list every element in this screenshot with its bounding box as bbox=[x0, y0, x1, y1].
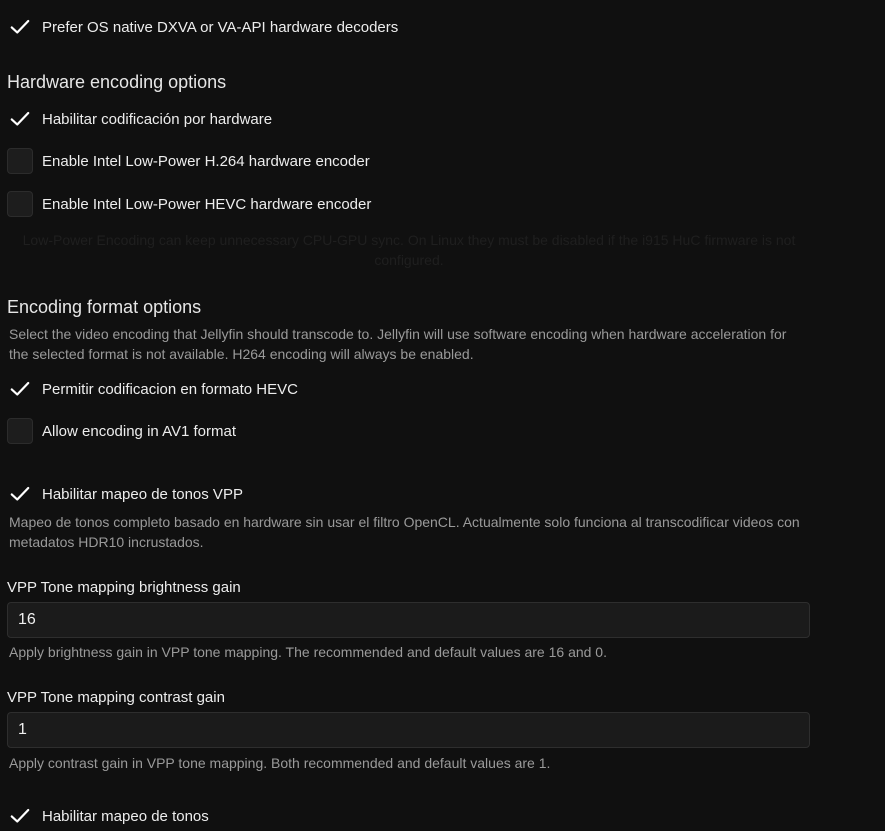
vpp-tonemapping-checkbox[interactable] bbox=[7, 481, 33, 507]
tonemapping-row[interactable] bbox=[7, 802, 209, 830]
tonemapping-checkbox[interactable] bbox=[7, 803, 33, 829]
allow-hevc-checkbox[interactable] bbox=[7, 376, 33, 402]
vpp-tonemapping-label: Habilitar mapeo de tonos VPP bbox=[42, 485, 243, 503]
check-icon bbox=[9, 805, 31, 827]
tonemapping-label: Habilitar mapeo de tonos bbox=[42, 807, 209, 825]
intel-lp-hevc-checkbox[interactable] bbox=[7, 191, 33, 217]
enable-hw-encoding-checkbox[interactable] bbox=[7, 106, 33, 132]
intel-lp-h264-row[interactable] bbox=[7, 147, 370, 175]
check-icon bbox=[9, 16, 31, 38]
intel-lp-h264-checkbox[interactable] bbox=[7, 148, 33, 174]
allow-av1-checkbox[interactable] bbox=[7, 418, 33, 444]
intel-lp-hevc-row[interactable] bbox=[7, 190, 371, 218]
vpp-tonemapping-description: Mapeo de tonos completo basado en hardware sin usar el filtro OpenCL. Actualmente solo funciona al transcodificar videos con metadatos HDR10 incrustados. bbox=[9, 514, 800, 550]
check-icon bbox=[9, 378, 31, 400]
intel-lp-h264-label: Enable Intel Low-Power H.264 hardware encoder bbox=[42, 152, 370, 170]
hardware-encoding-options-heading: Hardware encoding options bbox=[7, 72, 227, 92]
check-icon bbox=[9, 483, 31, 505]
low-power-note: Low-Power Encoding can keep unnecessary CPU-GPU sync. On Linux they must be disabled if the i915 HuC firmware is not configured. bbox=[22, 232, 796, 268]
encoding-format-options-heading: Encoding format options bbox=[7, 297, 202, 317]
enable-hw-encoding-label: Habilitar codificación por hardware bbox=[42, 110, 273, 128]
allow-av1-row[interactable] bbox=[7, 417, 236, 445]
brightness-gain-label: VPP Tone mapping brightness gain bbox=[7, 579, 241, 596]
encoding-format-description: Select the video encoding that Jellyfin should transcode to. Jellyfin will use software encoding when hardware acceleration for the selected format is not available. H264 encoding will always be enabled. bbox=[9, 326, 787, 362]
vpp-tonemapping-row[interactable] bbox=[7, 480, 243, 508]
check-icon bbox=[9, 108, 31, 130]
contrast-gain-input[interactable] bbox=[7, 712, 810, 748]
intel-lp-hevc-label: Enable Intel Low-Power HEVC hardware encoder bbox=[42, 195, 372, 213]
prefer-native-decoders-row[interactable] bbox=[7, 13, 398, 41]
brightness-gain-help: Apply brightness gain in VPP tone mapping. The recommended and default values are 16 and 0. bbox=[9, 644, 607, 660]
enable-hw-encoding-row[interactable] bbox=[7, 105, 272, 133]
contrast-gain-help: Apply contrast gain in VPP tone mapping. Both recommended and default values are 1. bbox=[9, 755, 551, 771]
prefer-native-decoders-checkbox[interactable] bbox=[7, 14, 33, 40]
allow-hevc-row[interactable] bbox=[7, 375, 298, 403]
brightness-gain-input[interactable] bbox=[7, 602, 810, 638]
prefer-native-decoders-label: Prefer OS native DXVA or VA-API hardware decoders bbox=[42, 18, 399, 36]
allow-av1-label: Allow encoding in AV1 format bbox=[42, 422, 236, 440]
contrast-gain-label: VPP Tone mapping contrast gain bbox=[7, 689, 225, 706]
allow-hevc-label: Permitir codificacion en formato HEVC bbox=[42, 380, 298, 398]
